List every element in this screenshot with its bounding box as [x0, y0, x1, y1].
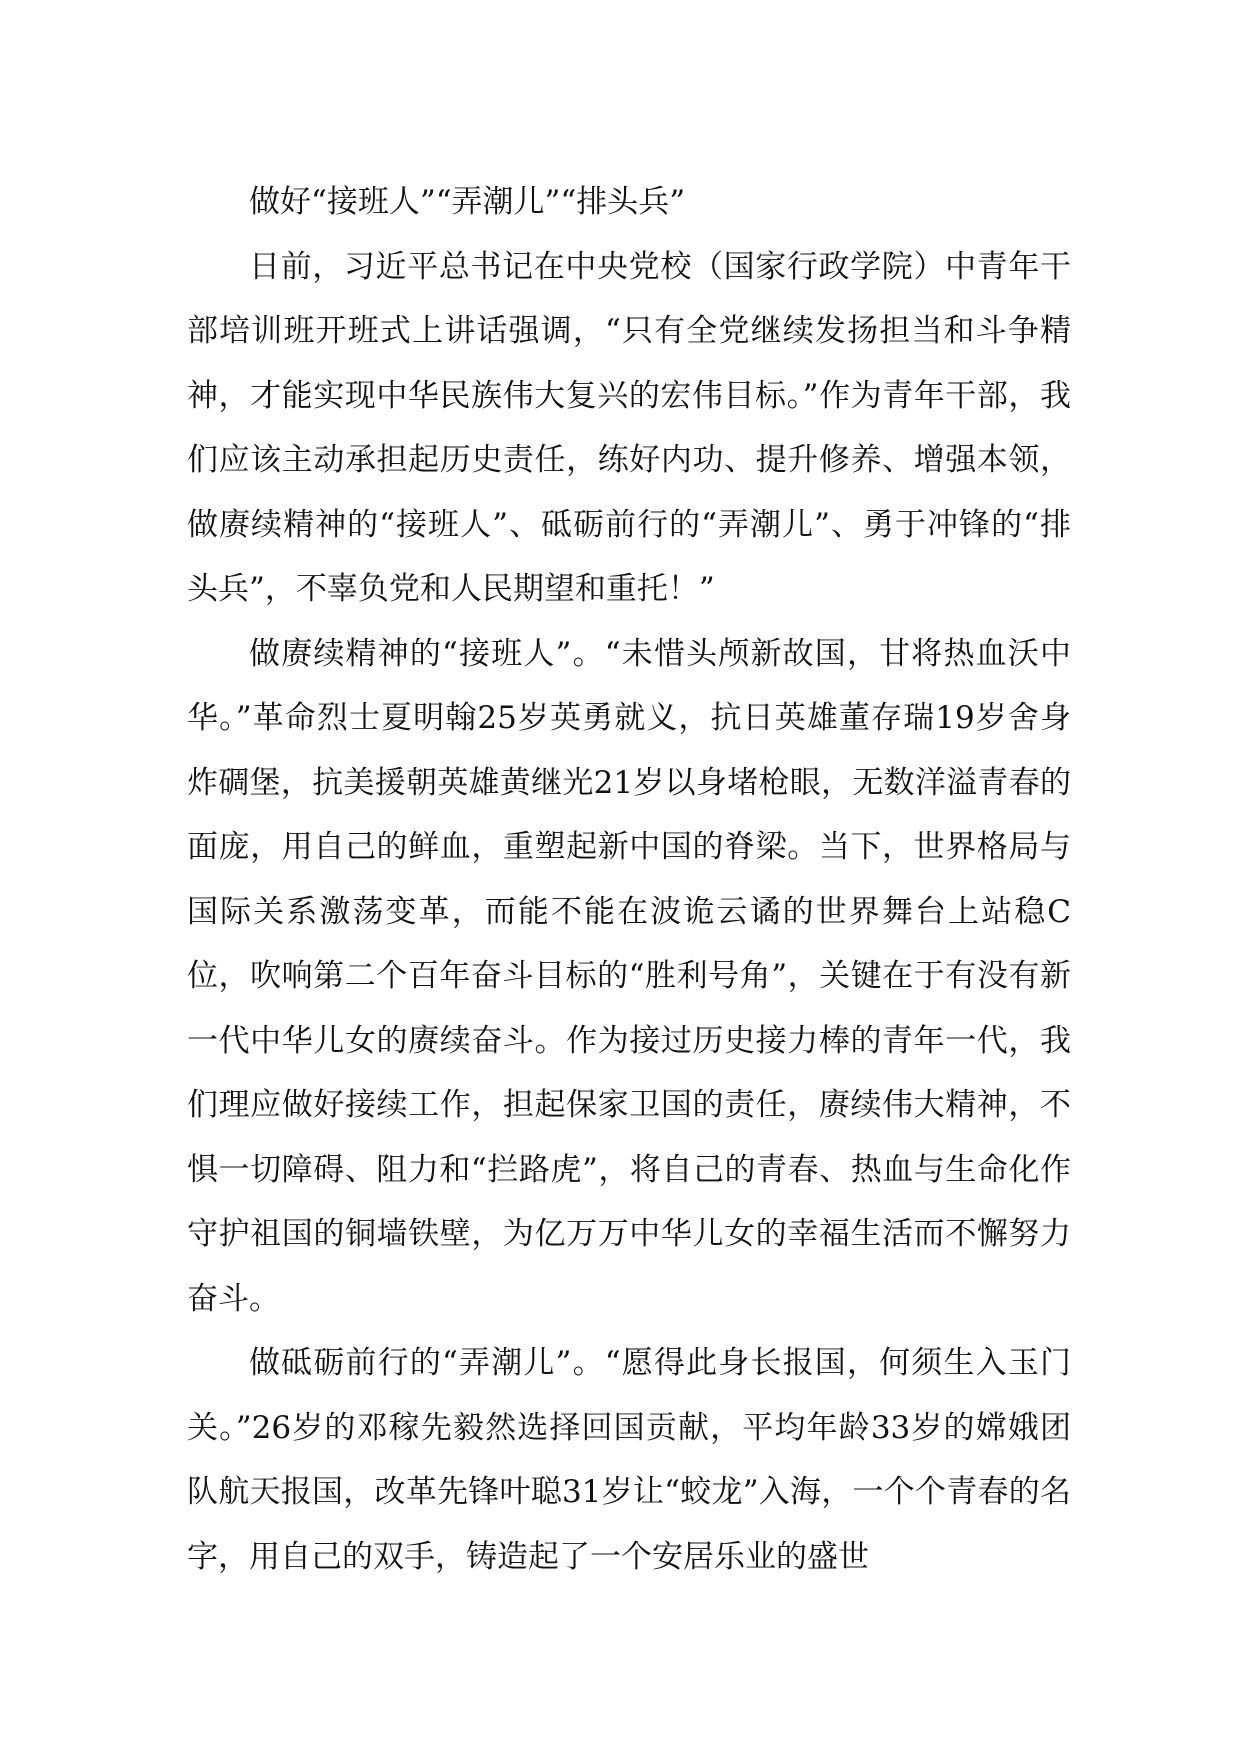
- document-title: 做好“接班人”“弄潮儿”“排头兵”: [249, 184, 686, 220]
- paragraph-successor: 做赓续精神的“接班人”。“未惜头颅新故国，甘将热血沃中华。”革命烈士夏明翰25岁英勇就义，抗日英雄董存瑞19岁舍身炸碉堡，抗美援朝英雄黄继光21岁以身堵枪眼，无数洋溢青春的面庞，用自己的鲜血，重塑起新中国的脊梁。当下，世界格局与国际关系激荡变革，而能不能在波诡云谲的世界舞台上站稳C位，吹响第二个百年奋斗目标的“胜利号角”，关键在于有没有新一代中华儿女的赓续奋斗。作为接过历史接力棒的青年一代，我们理应做好接续工作，担起保家卫国的责任，赓续伟大精神，不惧一切障碍、阻力和“拦路虎”，将自己的青春、热血与生命化作守护祖国的铜墙铁壁，为亿万万中华儿女的幸福生活而不懈努力奋斗。: [187, 635, 1071, 1317]
- document-body: [187, 170, 1071, 1589]
- paragraph-trendsetter: 做砥砺前行的“弄潮儿”。“愿得此身长报国，何须生入玉门关。”26岁的邓稼先毅然选择回国贡献，平均年龄33岁的嫦娥团队航天报国，改革先锋叶聪31岁让“蛟龙”入海，一个个青春的名字，用自己的双手，铸造起了一个安居乐业的盛世: [187, 1345, 1071, 1575]
- paragraph-intro: 日前，习近平总书记在中央党校（国家行政学院）中青年干部培训班开班式上讲话强调，“只有全党继续发扬担当和斗争精神，才能实现中华民族伟大复兴的宏伟目标。”作为青年干部，我们应该主动承担起历史责任，练好内功、提升修养、增强本领，做赓续精神的“接班人”、砥砺前行的“弄潮儿”、勇于冲锋的“排头兵”，不辜负党和人民期望和重托！”: [187, 248, 1071, 607]
